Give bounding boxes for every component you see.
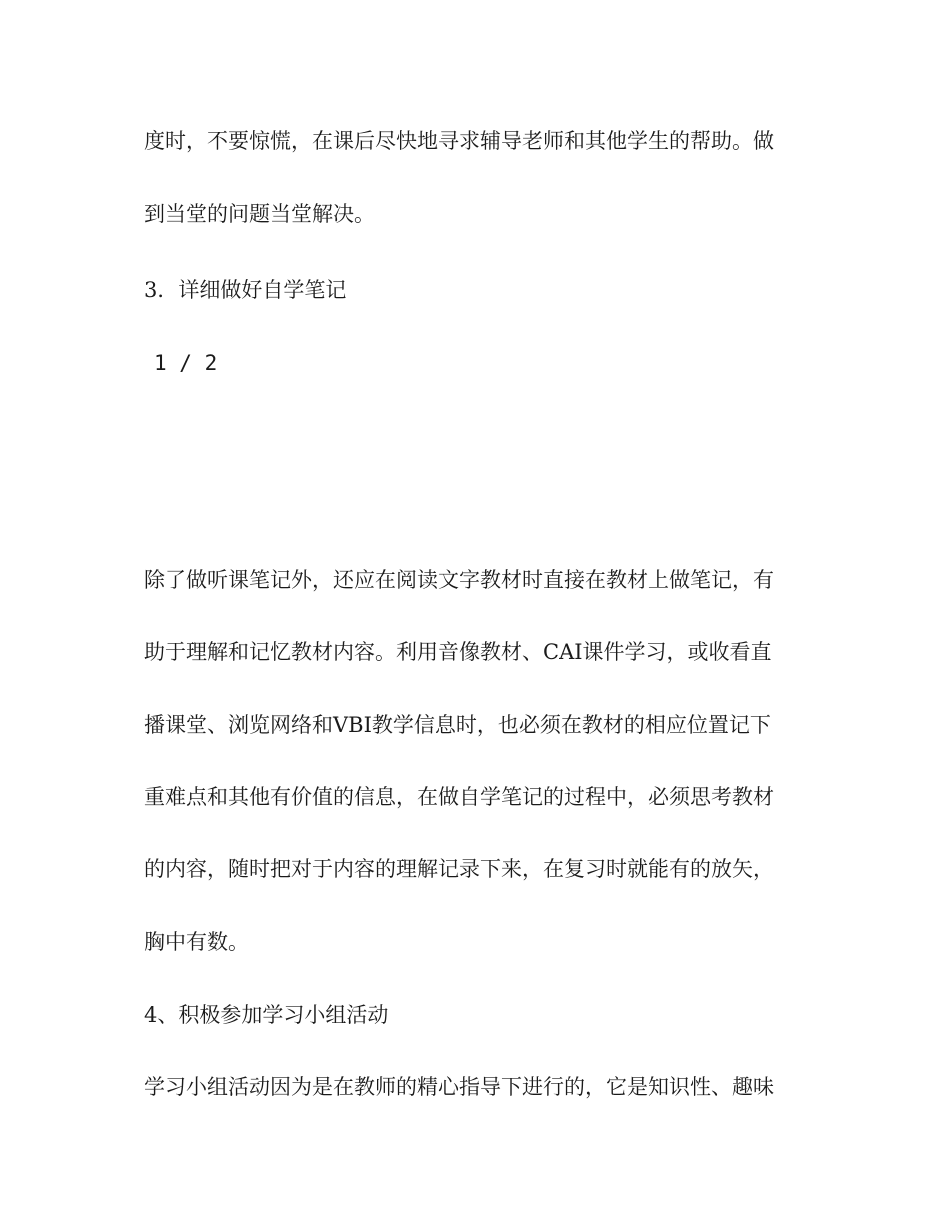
paragraph-line: 胸中有数。 (144, 930, 249, 954)
section-heading: 4、积极参加学习小组活动 (144, 1003, 389, 1027)
section-heading: 3．详细做好自学笔记 (144, 278, 347, 302)
paragraph-line: 重难点和其他有价值的信息，在做自学笔记的过程中，必须思考教材 (144, 785, 774, 809)
paragraph-line: 学习小组活动因为是在教师的精心指导下进行的，它是知识性、趣味 (144, 1075, 774, 1099)
paragraph-line: 的内容，随时把对于内容的理解记录下来，在复习时就能有的放矢， (144, 857, 774, 881)
paragraph-line: 到当堂的问题当堂解决。 (144, 202, 375, 226)
paragraph-line: 助于理解和记忆教材内容。利用音像教材、CAI课件学习，或收看直 (144, 640, 772, 664)
page-number: 1 / 2 (154, 351, 218, 375)
paragraph-line: 除了做听课笔记外，还应在阅读文字教材时直接在教材上做笔记，有 (144, 568, 774, 592)
paragraph-line: 播课堂、浏览网络和VBI教学信息时，也必须在教材的相应位置记下 (144, 713, 771, 737)
paragraph-line: 度时，不要惊慌，在课后尽快地寻求辅导老师和其他学生的帮助。做 (144, 129, 774, 153)
